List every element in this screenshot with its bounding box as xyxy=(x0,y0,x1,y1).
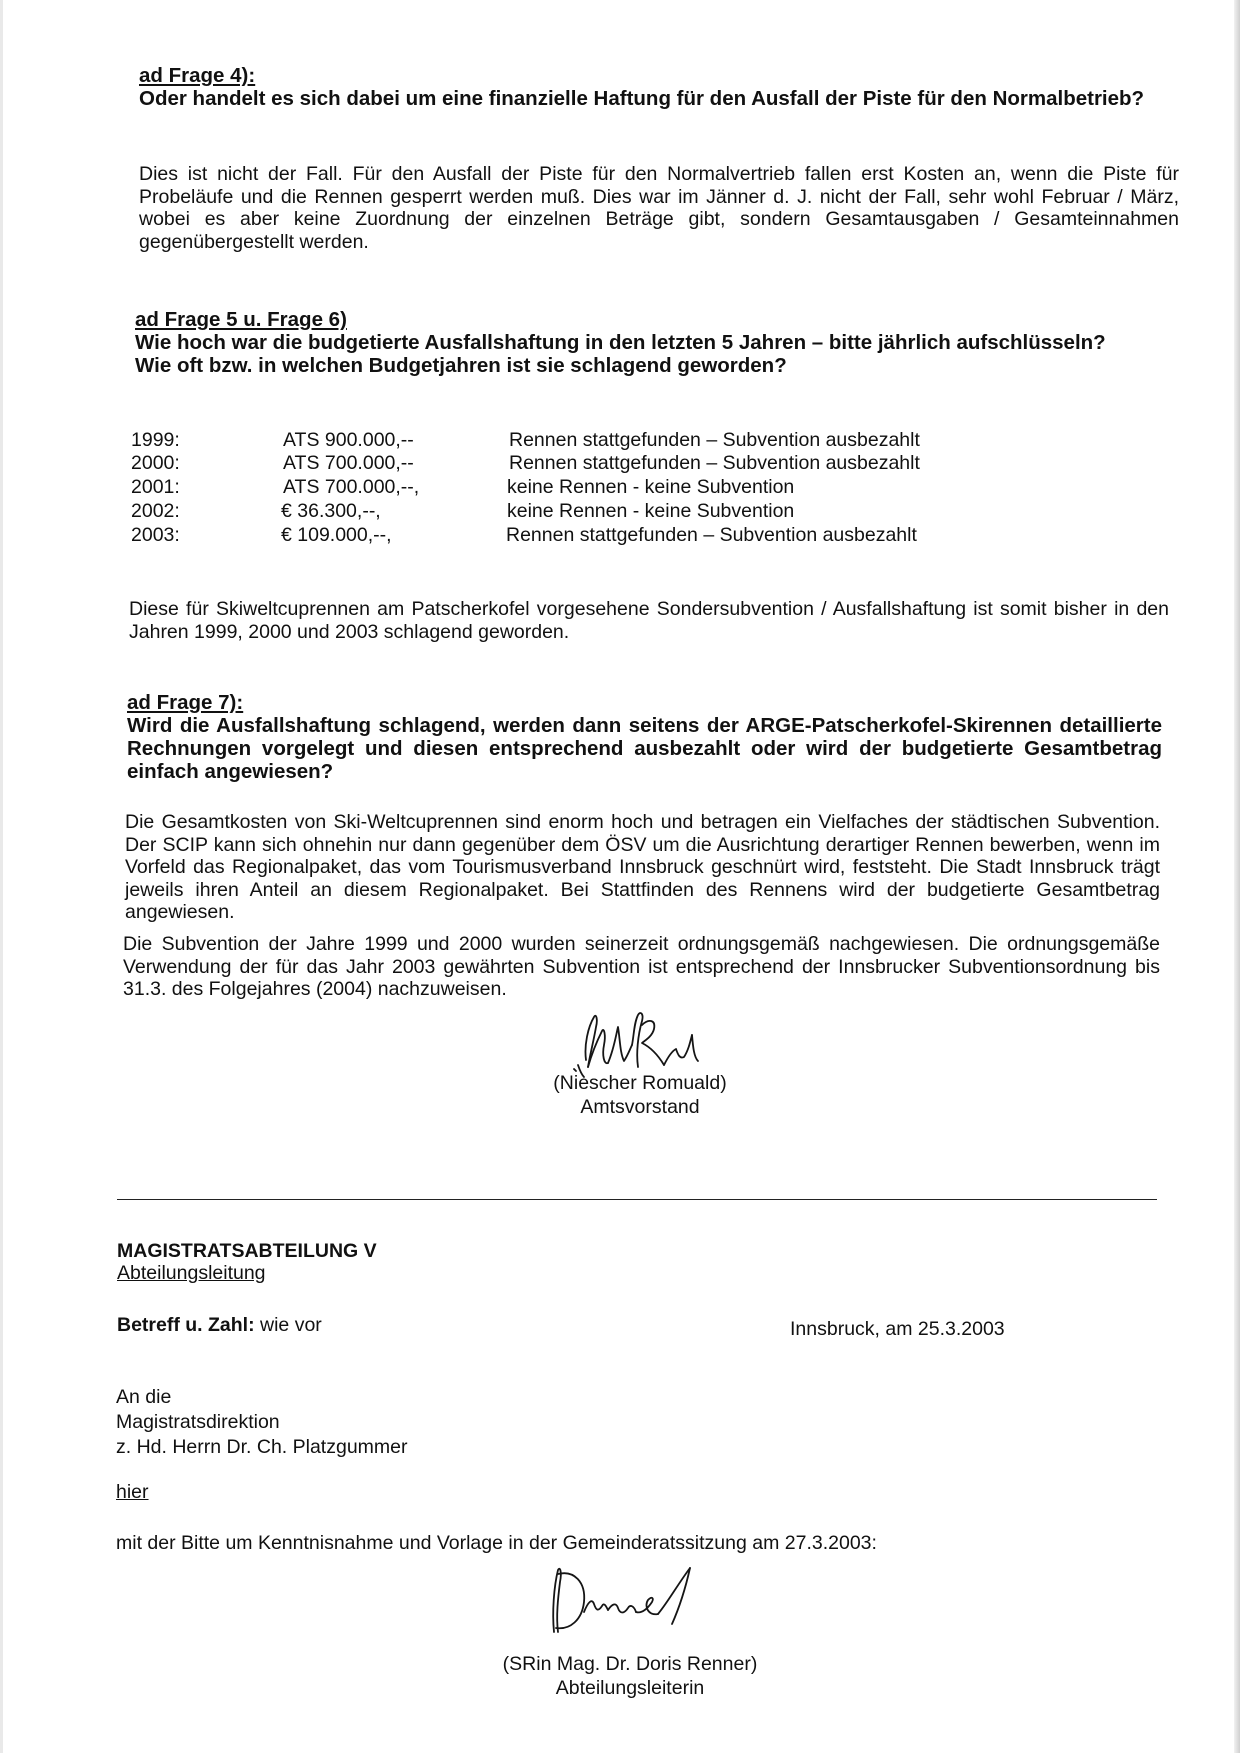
table-cell-status: keine Rennen - keine Subvention xyxy=(507,500,795,522)
request-text: mit der Bitte um Kenntnisnahme und Vorlage in der Gemeinderatssitzung am 27.3.2003: xyxy=(116,1532,877,1554)
scan-edge-left xyxy=(0,0,3,1753)
answer-4-text: Dies ist nicht der Fall. Für den Ausfall der Piste für den Normalvertrieb fallen erst Kosten an, wenn die Piste für Probeläufe und die Rennen gesperrt werden muß. Dies war im Jänner d. J. nicht der Fall, sehr wohl Februar / März, wobei es aber keine Zuordnung der einzelnen Beträge gibt, sondern Gesamtausgaben / Gesamteinnahmen gegenübergestellt werden. xyxy=(139,163,1179,253)
answer-7-paragraph-1: Die Gesamtkosten von Ski-Weltcuprennen sind enorm hoch und betragen ein Vielfaches der städtischen Subvention. Der SCIP kann sich ohnehin nur dann gegenüber dem ÖSV um die Ausrichtung derartiger Rennen bewerben, wenn im Vorfeld das Regionalpaket, das vom Tourismusverband Innsbruck geschnürt wird, feststeht. Die Stadt Innsbruck trägt jeweils ihren Anteil an diesem Regionalpaket. Bei Stattfinden des Rennens wird der budgetierte Gesamtbetrag angewiesen. xyxy=(125,811,1160,923)
summary-5-6-text: Diese für Skiweltcuprennen am Patscherkofel vorgesehene Sondersubvention / Ausfallshaftung ist somit bisher in den Jahren 1999, 2000 und 2003 schlagend geworden. xyxy=(129,598,1169,643)
table-cell-amount: ATS 700.000,-- xyxy=(283,452,414,474)
table-cell-status: Rennen stattgefunden – Subvention ausbezahlt xyxy=(509,452,920,474)
signatory-1-title: Amtsvorstand xyxy=(580,1096,700,1118)
question-5-6-line1: Wie hoch war die budgetierte Ausfallshaftung in den letzten 5 Jahren – bitte jährlich aufschlüsseln? xyxy=(135,331,1106,354)
signatory-2-name: (SRin Mag. Dr. Doris Renner) xyxy=(502,1653,758,1675)
table-cell-year: 1999: xyxy=(131,429,180,451)
subject-line xyxy=(117,1314,322,1336)
question-5-6-block xyxy=(135,308,1195,377)
department-block xyxy=(117,1240,377,1284)
table-cell-year: 2001: xyxy=(131,476,180,498)
scan-edge-right xyxy=(1234,0,1240,1753)
budget-table xyxy=(131,429,1031,549)
table-cell-amount: ATS 700.000,--, xyxy=(283,476,420,498)
handwritten-signature-renner xyxy=(540,1562,710,1642)
signatory-2-block xyxy=(470,1652,790,1700)
table-cell-amount: ATS 900.000,-- xyxy=(283,429,414,451)
recipient-line-2: Magistratsdirektion xyxy=(116,1411,280,1433)
question-7-block xyxy=(127,691,1162,783)
subject-value: wie vor xyxy=(260,1314,322,1336)
recipient-line-3: z. Hd. Herrn Dr. Ch. Platzgummer xyxy=(116,1436,408,1458)
signatory-1-name: (Niescher Romuald) xyxy=(553,1072,727,1094)
table-cell-status: Rennen stattgefunden – Subvention ausbezahlt xyxy=(509,429,920,451)
recipient-line-1: An die xyxy=(116,1386,172,1408)
section-divider xyxy=(117,1199,1157,1200)
question-4-block xyxy=(139,64,1179,110)
table-cell-amount: € 109.000,--, xyxy=(281,524,392,546)
answer-7-paragraph-2: Die Subvention der Jahre 1999 und 2000 wurden seinerzeit ordnungsgemäß nachgewiesen. Die ordnungsgemäße Verwendung der für das Jahr 2003 gewährten Subvention ist entsprechend der Innsbrucker Subventionsordnung bis 31.3. des Folgejahres (2004) nachzuweisen. xyxy=(123,933,1160,1000)
subdepartment-name: Abteilungsleitung xyxy=(117,1262,266,1284)
table-cell-year: 2003: xyxy=(131,524,180,546)
place-date: Innsbruck, am 25.3.2003 xyxy=(790,1318,1005,1340)
table-cell-status: keine Rennen - keine Subvention xyxy=(507,476,795,498)
table-cell-year: 2002: xyxy=(131,500,180,522)
question-4-label: ad Frage 4): xyxy=(139,64,256,87)
signatory-1-block xyxy=(520,1071,760,1119)
subject-label: Betreff u. Zahl: xyxy=(117,1314,255,1336)
department-name: MAGISTRATSABTEILUNG V xyxy=(117,1240,377,1262)
question-5-6-line2: Wie oft bzw. in welchen Budgetjahren ist sie schlagend geworden? xyxy=(135,354,787,377)
table-cell-amount: € 36.300,--, xyxy=(281,500,381,522)
question-4-text: Oder handelt es sich dabei um eine finanzielle Haftung für den Ausfall der Piste für den Normalbetrieb? xyxy=(139,87,1145,110)
question-5-6-label: ad Frage 5 u. Frage 6) xyxy=(135,308,347,331)
question-7-text: Wird die Ausfallshaftung schlagend, werden dann seitens der ARGE-Patscherkofel-Skirennen detaillierte Rechnungen vorgelegt und diesen entsprechend ausbezahlt oder wird der budgetierte Gesamtbetrag einfach angewiesen? xyxy=(127,714,1162,783)
table-cell-year: 2000: xyxy=(131,452,180,474)
table-cell-status: Rennen stattgefunden – Subvention ausbezahlt xyxy=(506,524,917,546)
recipient-block xyxy=(116,1385,408,1460)
hier-label: hier xyxy=(116,1481,149,1503)
signatory-2-title: Abteilungsleiterin xyxy=(555,1677,705,1699)
question-7-label: ad Frage 7): xyxy=(127,691,244,714)
